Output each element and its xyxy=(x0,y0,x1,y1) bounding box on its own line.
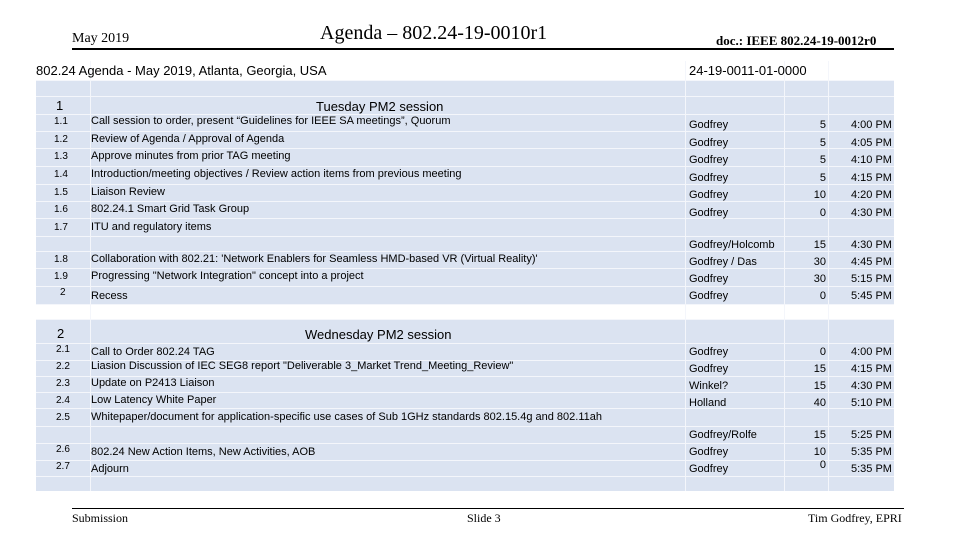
item-number: 1.8 xyxy=(54,254,68,265)
item-number: 1.7 xyxy=(54,222,68,233)
slide-title: Agenda – 802.24-19-0010r1 xyxy=(320,22,548,44)
item-topic: ITU and regulatory items xyxy=(91,221,212,233)
item-topic: Progressing "Network Integration" concept into a project xyxy=(91,270,364,282)
item-topic: Liaison Review xyxy=(91,186,165,198)
item-minutes: 5 xyxy=(819,119,826,131)
item-topic: 802.24.1 Smart Grid Task Group xyxy=(91,203,250,215)
item-topic: Call session to order, present “Guidelines for IEEE SA meetings”, Quorum xyxy=(91,115,451,127)
item-time: 4:30 PM xyxy=(851,239,892,251)
item-topic: Whitepaper/document for application-specific use cases of Sub 1GHz standards 802.15.4g and 802.11ah xyxy=(91,411,603,423)
item-time: 5:15 PM xyxy=(851,273,892,285)
item-time: 5:45 PM xyxy=(851,290,892,302)
item-time: 5:10 PM xyxy=(851,397,892,409)
item-number: 1.1 xyxy=(54,116,68,127)
item-number: 1.2 xyxy=(54,134,68,145)
item-number: 2.7 xyxy=(56,461,70,472)
item-presenter: Godfrey xyxy=(689,346,729,358)
section-number: 1 xyxy=(56,98,64,113)
item-presenter: Godfrey xyxy=(689,273,729,285)
item-topic: Low Latency White Paper xyxy=(91,394,217,406)
item-topic: Update on P2413 Liaison xyxy=(91,377,215,389)
item-minutes: 5 xyxy=(819,172,826,184)
item-minutes: 15 xyxy=(813,429,826,441)
item-number: 1.3 xyxy=(54,151,68,162)
item-time: 4:45 PM xyxy=(851,256,892,268)
item-topic: Liasion Discussion of IEC SEG8 report "Deliverable 3_Market Trend_Meeting_Review" xyxy=(91,360,514,372)
item-minutes: 30 xyxy=(813,256,826,268)
item-number: 2.1 xyxy=(56,344,70,355)
item-minutes: 0 xyxy=(819,346,826,358)
item-number: 2.5 xyxy=(56,412,70,423)
item-topic: Review of Agenda / Approval of Agenda xyxy=(91,133,285,145)
item-number: 1.6 xyxy=(54,204,68,215)
item-time: 4:15 PM xyxy=(851,172,892,184)
item-minutes: 10 xyxy=(813,446,826,458)
footer-rule xyxy=(72,508,904,509)
item-time: 5:35 PM xyxy=(851,446,892,458)
header-rule xyxy=(72,48,894,50)
item-presenter: Godfrey xyxy=(689,189,729,201)
footer-author: Tim Godfrey, EPRI xyxy=(808,511,902,525)
item-time: 5:35 PM xyxy=(851,463,892,475)
header-doc-number: doc.: IEEE 802.24-19-0012r0 xyxy=(716,33,877,48)
item-presenter: Godfrey xyxy=(689,172,729,184)
item-minutes: 5 xyxy=(819,154,826,166)
item-minutes: 0 xyxy=(819,459,826,471)
item-number: 2 xyxy=(60,287,66,298)
item-minutes: 30 xyxy=(813,273,826,285)
item-presenter: Godfrey xyxy=(689,463,729,475)
item-number: 2.3 xyxy=(56,378,70,389)
section-title: Wednesday PM2 session xyxy=(305,327,452,342)
item-presenter: Godfrey xyxy=(689,363,729,375)
item-minutes: 5 xyxy=(819,137,826,149)
item-minutes: 15 xyxy=(813,363,826,375)
item-presenter: Godfrey/Rolfe xyxy=(689,429,757,441)
footer-slide-number: Slide 3 xyxy=(467,511,501,525)
item-minutes: 10 xyxy=(813,189,826,201)
item-topic: Approve minutes from prior TAG meeting xyxy=(91,150,291,162)
item-time: 4:00 PM xyxy=(851,119,892,131)
item-presenter: Godfrey xyxy=(689,207,729,219)
item-presenter: Godfrey xyxy=(689,290,729,302)
item-presenter: Winkel? xyxy=(689,380,729,392)
item-time: 4:30 PM xyxy=(851,380,892,392)
item-topic: 802.24 New Action Items, New Activities, AOB xyxy=(91,446,316,458)
item-presenter: Godfrey / Das xyxy=(689,256,757,268)
footer-submission: Submission xyxy=(72,511,129,525)
agenda-title: 802.24 Agenda - May 2019, Atlanta, Georgia, USA xyxy=(36,63,327,78)
item-time: 4:10 PM xyxy=(851,154,892,166)
section-number: 2 xyxy=(57,326,65,341)
item-topic: Recess xyxy=(91,290,128,302)
item-minutes: 15 xyxy=(813,239,826,251)
spacer-band xyxy=(36,304,894,319)
item-presenter: Godfrey xyxy=(689,137,729,149)
item-time: 5:25 PM xyxy=(851,429,892,441)
item-minutes: 0 xyxy=(819,207,826,219)
item-topic: Adjourn xyxy=(91,463,129,475)
header-date: May 2019 xyxy=(72,31,130,46)
item-presenter: Godfrey xyxy=(689,154,729,166)
item-presenter: Godfrey xyxy=(689,446,729,458)
item-number: 1.9 xyxy=(54,271,68,282)
item-topic: Collaboration with 802.21: 'Network Enablers for Seamless HMD-based VR (Virtual Reality)' xyxy=(91,253,538,265)
item-number: 2.2 xyxy=(56,361,70,372)
item-topic: Introduction/meeting objectives / Review action items from previous meeting xyxy=(91,168,462,180)
item-minutes: 40 xyxy=(813,397,826,409)
item-presenter: Godfrey/Holcomb xyxy=(689,239,775,251)
item-time: 4:15 PM xyxy=(851,363,892,375)
item-number: 2.4 xyxy=(56,395,70,406)
item-time: 4:05 PM xyxy=(851,137,892,149)
item-minutes: 0 xyxy=(819,290,826,302)
item-number: 1.4 xyxy=(54,169,68,180)
item-time: 4:20 PM xyxy=(851,189,892,201)
section-title: Tuesday PM2 session xyxy=(316,99,444,114)
item-number: 2.6 xyxy=(56,444,70,455)
item-time: 4:30 PM xyxy=(851,207,892,219)
item-presenter: Holland xyxy=(689,397,727,409)
item-number: 1.5 xyxy=(54,187,68,198)
item-presenter: Godfrey xyxy=(689,119,729,131)
item-topic: Call to Order 802.24 TAG xyxy=(91,346,215,358)
agenda-doc-ref: 24-19-0011-01-0000 xyxy=(689,63,807,78)
item-time: 4:00 PM xyxy=(851,346,892,358)
item-minutes: 15 xyxy=(813,380,826,392)
